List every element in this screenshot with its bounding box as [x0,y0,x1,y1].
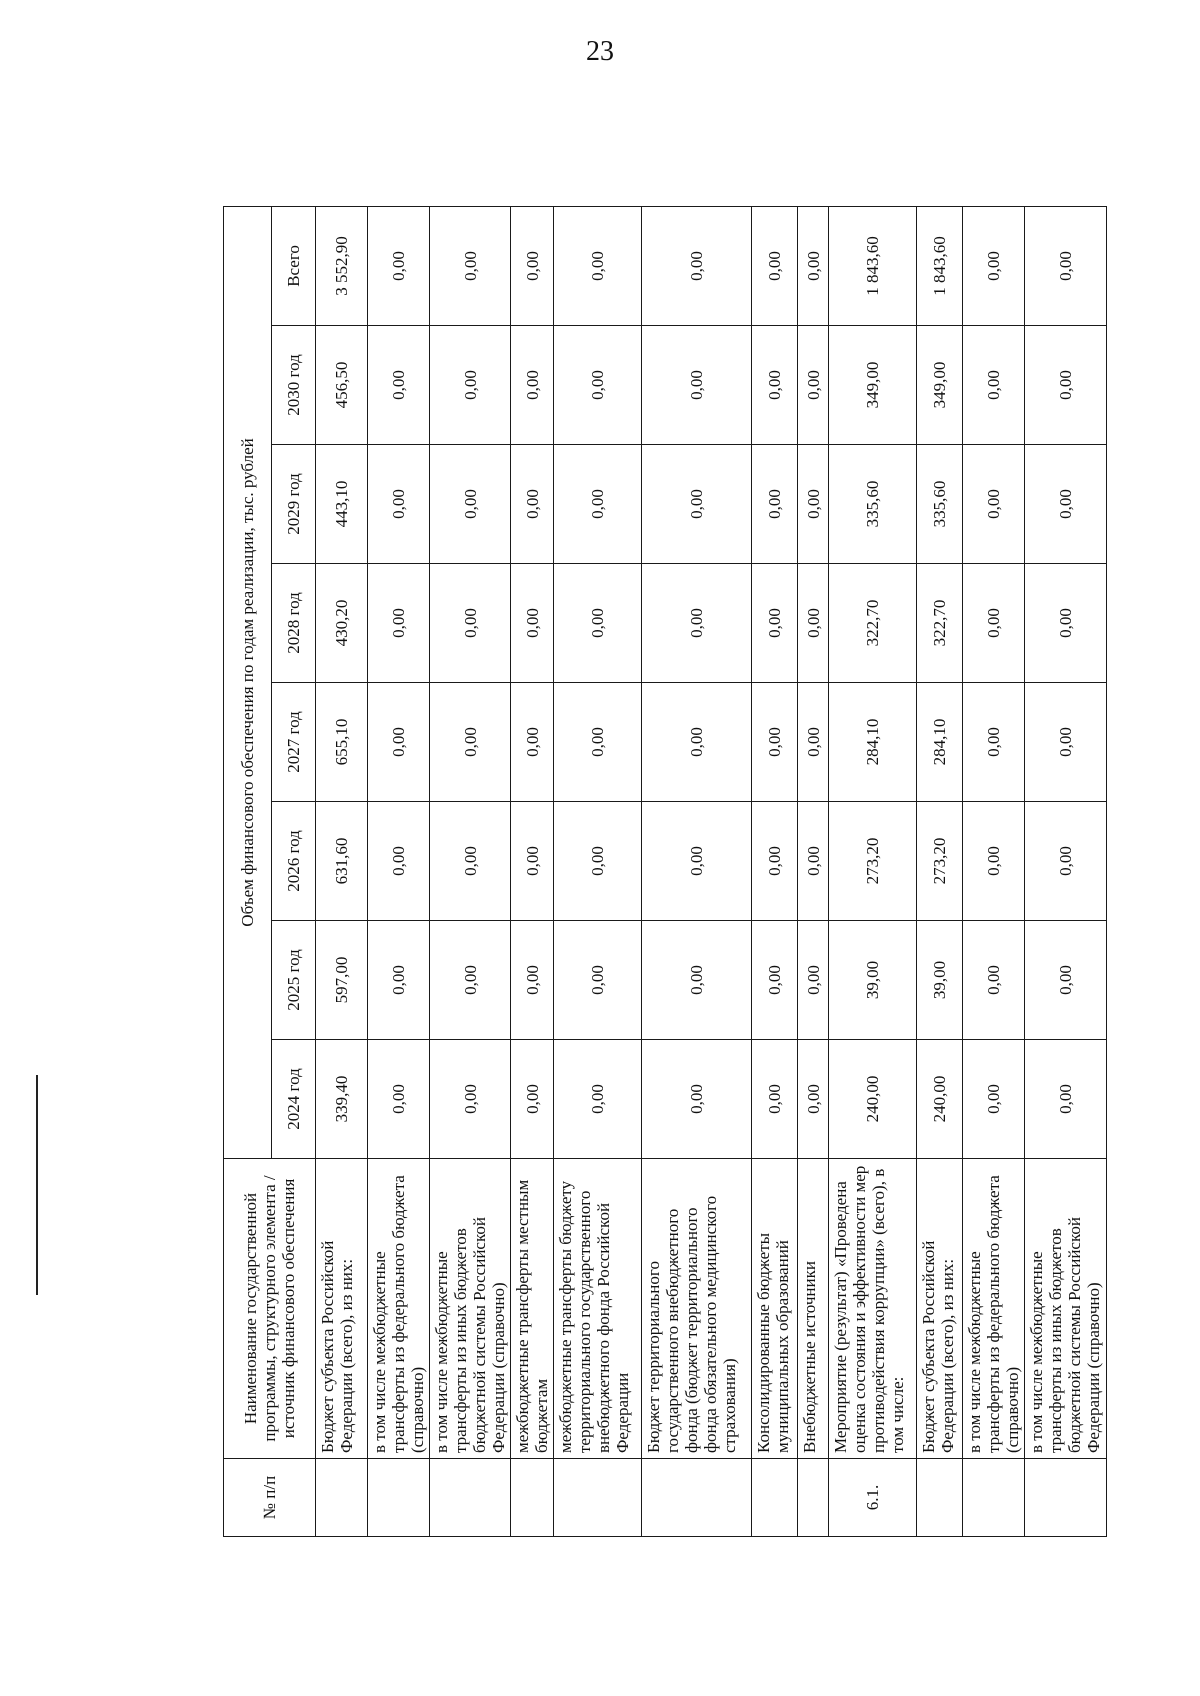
row-num [752,1459,798,1537]
row-value: 0,00 [368,326,430,445]
row-value: 0,00 [368,683,430,802]
row-value: 0,00 [642,921,752,1040]
row-name: Внебюджетные источники [798,1159,829,1459]
row-value: 339,40 [316,1040,368,1159]
header-year: 2027 год [272,683,316,802]
row-value: 0,00 [430,564,511,683]
row-num [798,1459,829,1537]
row-value: 0,00 [963,921,1025,1040]
row-total: 0,00 [1025,206,1106,325]
row-num [368,1459,430,1537]
budget-table-rotated [223,207,1104,1537]
row-name: межбюджетные трансферты бюджету территориального государственного внебюджетного фонда Российской Федерации [554,1159,642,1459]
row-value: 0,00 [798,683,829,802]
row-value: 0,00 [752,326,798,445]
row-value: 0,00 [554,326,642,445]
row-value: 240,00 [829,1040,917,1159]
row-value: 0,00 [798,1040,829,1159]
row-value: 0,00 [798,326,829,445]
row-name: в том числе межбюджетные трансферты из иных бюджетов бюджетной системы Российской Федерации (справочно) [430,1159,511,1459]
row-value: 0,00 [1025,802,1106,921]
table-row [511,206,554,1536]
row-value: 349,00 [917,326,963,445]
row-value: 0,00 [963,564,1025,683]
row-value: 0,00 [511,921,554,1040]
row-value: 0,00 [554,802,642,921]
table-row [554,206,642,1536]
row-value: 0,00 [511,445,554,564]
header-year: 2030 год [272,326,316,445]
row-value: 39,00 [829,921,917,1040]
row-value: 0,00 [798,802,829,921]
row-total: 0,00 [798,206,829,325]
row-value: 0,00 [642,683,752,802]
row-value: 0,00 [798,445,829,564]
row-value: 0,00 [511,683,554,802]
row-value: 0,00 [1025,564,1106,683]
table-row [798,206,829,1536]
table-row [316,206,368,1536]
table-row [963,206,1025,1536]
header-name: Наименование государственной программы, структурного элемента / источник финансового обеспечения [224,1159,316,1459]
row-name: Бюджет субъекта Российской Федерации (всего), из них: [917,1159,963,1459]
header-year: 2029 год [272,445,316,564]
row-value: 0,00 [554,564,642,683]
row-value: 0,00 [511,802,554,921]
row-value: 0,00 [963,802,1025,921]
row-value: 0,00 [368,802,430,921]
header-num: № п/п [224,1459,316,1537]
row-name: в том числе межбюджетные трансферты из иных бюджетов бюджетной системы Российской Федерации (справочно) [1025,1159,1106,1459]
row-value: 273,20 [829,802,917,921]
row-value: 597,00 [316,921,368,1040]
row-value: 0,00 [430,1040,511,1159]
row-value: 0,00 [752,683,798,802]
budget-table [223,206,1107,1537]
row-value: 0,00 [1025,1040,1106,1159]
row-value: 0,00 [963,445,1025,564]
row-value: 284,10 [917,683,963,802]
row-value: 0,00 [554,683,642,802]
row-value: 0,00 [1025,326,1106,445]
row-name: межбюджетные трансферты местным бюджетам [511,1159,554,1459]
table-row [752,206,798,1536]
header-year: 2028 год [272,564,316,683]
row-value: 456,50 [316,326,368,445]
row-name: в том числе межбюджетные трансферты из федерального бюджета (справочно) [368,1159,430,1459]
row-value: 39,00 [917,921,963,1040]
row-value: 0,00 [798,921,829,1040]
row-num [511,1459,554,1537]
row-total: 0,00 [554,206,642,325]
row-value: 0,00 [368,921,430,1040]
row-name: Бюджет субъекта Российской Федерации (всего), из них: [316,1159,368,1459]
header-year: 2024 год [272,1040,316,1159]
row-value: 0,00 [642,445,752,564]
row-value: 0,00 [430,445,511,564]
row-value: 0,00 [752,564,798,683]
row-num [316,1459,368,1537]
header-year: 2025 год [272,921,316,1040]
row-value: 0,00 [430,683,511,802]
table-row [1025,206,1106,1536]
row-value: 0,00 [752,1040,798,1159]
row-value: 0,00 [642,326,752,445]
row-value: 0,00 [642,1040,752,1159]
row-value: 240,00 [917,1040,963,1159]
row-value: 0,00 [752,921,798,1040]
row-total: 0,00 [963,206,1025,325]
row-total: 1 843,60 [917,206,963,325]
row-num [1025,1459,1106,1537]
row-value: 0,00 [430,802,511,921]
row-value: 0,00 [963,326,1025,445]
row-value: 0,00 [963,683,1025,802]
row-value: 443,10 [316,445,368,564]
row-name: Бюджет территориального государственного внебюджетного фонда (бюджет территориального фонда обязательного медицинского страхования) [642,1159,752,1459]
row-value: 322,70 [917,564,963,683]
table-row [368,206,430,1536]
row-num: 6.1. [829,1459,917,1537]
row-total: 0,00 [642,206,752,325]
row-value: 0,00 [511,326,554,445]
row-value: 655,10 [316,683,368,802]
table-row [642,206,752,1536]
table-body [316,206,1107,1536]
row-value: 0,00 [554,445,642,564]
header-total: Всего [272,206,316,325]
row-value: 0,00 [798,564,829,683]
page-number: 23 [586,36,614,67]
row-value: 349,00 [829,326,917,445]
row-total: 0,00 [511,206,554,325]
row-value: 0,00 [1025,445,1106,564]
row-value: 0,00 [1025,683,1106,802]
row-value: 284,10 [829,683,917,802]
row-value: 0,00 [368,1040,430,1159]
row-value: 0,00 [511,564,554,683]
row-name: Мероприятие (результат) «Проведена оценка состояния и эффективности мер противодействия коррупции» (всего), в том числе: [829,1159,917,1459]
row-total: 0,00 [752,206,798,325]
table-row [829,206,917,1536]
row-value: 0,00 [511,1040,554,1159]
row-value: 0,00 [963,1040,1025,1159]
row-value: 0,00 [752,445,798,564]
row-value: 0,00 [368,564,430,683]
row-total: 0,00 [430,206,511,325]
row-name: Консолидированные бюджеты муниципальных образований [752,1159,798,1459]
header-group: Объем финансового обеспечения по годам реализации, тыс. рублей [224,206,272,1158]
row-value: 0,00 [430,326,511,445]
row-total: 1 843,60 [829,206,917,325]
row-value: 0,00 [642,564,752,683]
row-value: 0,00 [554,921,642,1040]
row-value: 0,00 [1025,921,1106,1040]
table-row [917,206,963,1536]
row-num [554,1459,642,1537]
row-num [917,1459,963,1537]
row-value: 335,60 [917,445,963,564]
row-value: 0,00 [368,445,430,564]
row-value: 0,00 [752,802,798,921]
row-num [963,1459,1025,1537]
row-value: 273,20 [917,802,963,921]
row-total: 0,00 [368,206,430,325]
row-num [642,1459,752,1537]
row-value: 0,00 [642,802,752,921]
margin-line [36,1075,38,1295]
row-value: 335,60 [829,445,917,564]
row-value: 322,70 [829,564,917,683]
row-value: 631,60 [316,802,368,921]
row-value: 0,00 [554,1040,642,1159]
table-row [430,206,511,1536]
row-name: в том числе межбюджетные трансферты из федерального бюджета (справочно) [963,1159,1025,1459]
row-total: 3 552,90 [316,206,368,325]
row-value: 430,20 [316,564,368,683]
row-num [430,1459,511,1537]
header-year: 2026 год [272,802,316,921]
row-value: 0,00 [430,921,511,1040]
